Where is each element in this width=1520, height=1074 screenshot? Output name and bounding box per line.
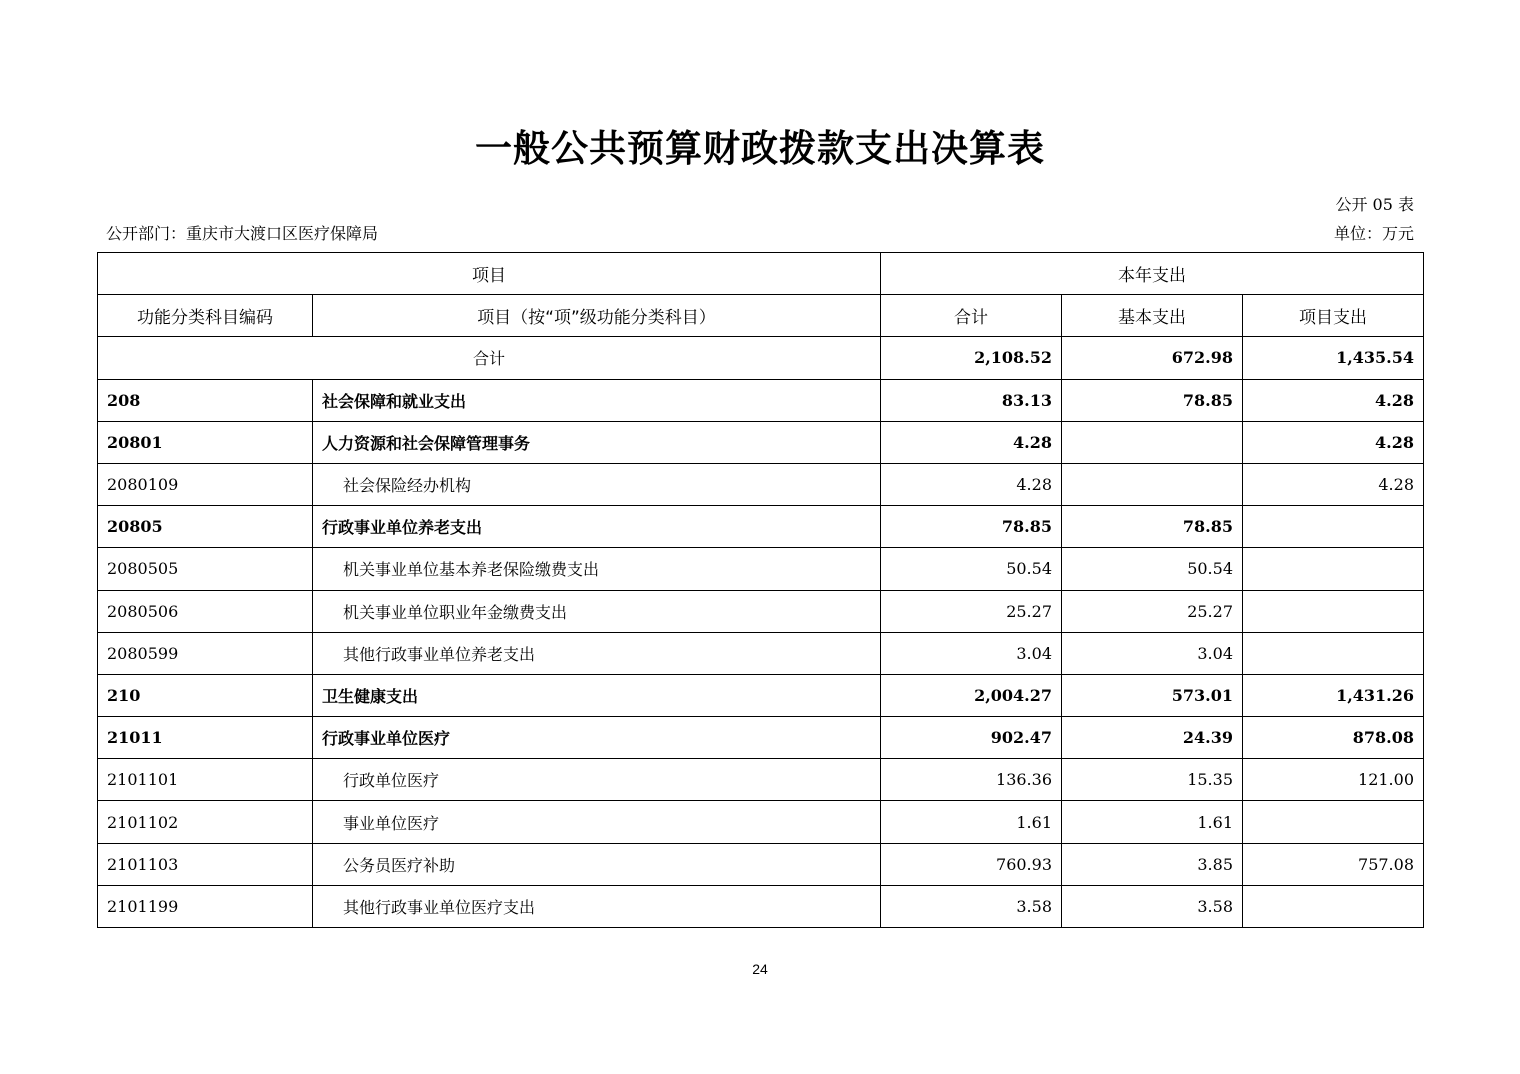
- row-code: 2080506: [98, 590, 313, 632]
- row-project: [1243, 590, 1424, 632]
- row-total: 760.93: [881, 843, 1062, 885]
- row-name: 社会保险经办机构: [313, 463, 881, 505]
- row-code: 2101102: [98, 801, 313, 843]
- row-total: 2,004.27: [881, 674, 1062, 716]
- row-code: 2080599: [98, 632, 313, 674]
- row-total: 902.47: [881, 717, 1062, 759]
- header-row-1: [98, 253, 1424, 295]
- row-project: [1243, 506, 1424, 548]
- header-basic: 基本支出: [1062, 295, 1243, 337]
- row-basic: 50.54: [1062, 548, 1243, 590]
- table-row: [98, 843, 1424, 885]
- row-total: 136.36: [881, 759, 1062, 801]
- header-total: 合计: [881, 295, 1062, 337]
- row-total: 4.28: [881, 463, 1062, 505]
- row-total: 83.13: [881, 379, 1062, 421]
- row-name: 其他行政事业单位医疗支出: [313, 885, 881, 927]
- row-basic: 3.04: [1062, 632, 1243, 674]
- row-basic: [1062, 421, 1243, 463]
- table-row: [98, 801, 1424, 843]
- row-project: [1243, 548, 1424, 590]
- row-total: 3.58: [881, 885, 1062, 927]
- total-label: 合计: [98, 337, 881, 379]
- total-total: 2,108.52: [881, 337, 1062, 379]
- row-code: 2101199: [98, 885, 313, 927]
- form-number: 公开 05 表: [1335, 195, 1414, 214]
- row-name: 机关事业单位基本养老保险缴费支出: [313, 548, 881, 590]
- row-name: 社会保障和就业支出: [313, 379, 881, 421]
- row-name: 行政事业单位医疗: [313, 717, 881, 759]
- row-project: [1243, 885, 1424, 927]
- row-project: 121.00: [1243, 759, 1424, 801]
- row-name: 其他行政事业单位养老支出: [313, 632, 881, 674]
- row-project: 4.28: [1243, 463, 1424, 505]
- row-code: 2101101: [98, 759, 313, 801]
- row-basic: 3.58: [1062, 885, 1243, 927]
- row-project: 757.08: [1243, 843, 1424, 885]
- table-row: [98, 463, 1424, 505]
- row-basic: 573.01: [1062, 674, 1243, 716]
- table-row: [98, 717, 1424, 759]
- header-project-expenditure: 项目支出: [1243, 295, 1424, 337]
- row-name: 公务员医疗补助: [313, 843, 881, 885]
- table-row: [98, 885, 1424, 927]
- row-name: 卫生健康支出: [313, 674, 881, 716]
- header-row-2: [98, 295, 1424, 337]
- table-row: [98, 632, 1424, 674]
- header-code: 功能分类科目编码: [98, 295, 313, 337]
- row-total: 3.04: [881, 632, 1062, 674]
- row-code: 208: [98, 379, 313, 421]
- row-code: 2080505: [98, 548, 313, 590]
- row-code: 210: [98, 674, 313, 716]
- row-code: 2101103: [98, 843, 313, 885]
- row-total: 25.27: [881, 590, 1062, 632]
- table-row: [98, 590, 1424, 632]
- total-basic: 672.98: [1062, 337, 1243, 379]
- row-project: [1243, 632, 1424, 674]
- expenditure-table: [97, 252, 1424, 928]
- header-name: 项目（按“项”级功能分类科目）: [313, 295, 881, 337]
- header-project: 项目: [98, 253, 881, 295]
- row-basic: 3.85: [1062, 843, 1243, 885]
- total-project: 1,435.54: [1243, 337, 1424, 379]
- header-current-year: 本年支出: [881, 253, 1424, 295]
- row-total: 4.28: [881, 421, 1062, 463]
- row-total: 50.54: [881, 548, 1062, 590]
- table-row: [98, 421, 1424, 463]
- row-name: 人力资源和社会保障管理事务: [313, 421, 881, 463]
- table-row: [98, 379, 1424, 421]
- row-project: 4.28: [1243, 421, 1424, 463]
- department-label: 公开部门：重庆市大渡口区医疗保障局: [106, 224, 379, 243]
- row-project: 4.28: [1243, 379, 1424, 421]
- row-project: 878.08: [1243, 717, 1424, 759]
- row-code: 20801: [98, 421, 313, 463]
- row-code: 20805: [98, 506, 313, 548]
- row-basic: 15.35: [1062, 759, 1243, 801]
- row-name: 机关事业单位职业年金缴费支出: [313, 590, 881, 632]
- row-basic: 78.85: [1062, 506, 1243, 548]
- row-name: 行政事业单位养老支出: [313, 506, 881, 548]
- row-basic: 24.39: [1062, 717, 1243, 759]
- table-row: [98, 548, 1424, 590]
- page-number: 24: [752, 961, 768, 977]
- row-code: 2080109: [98, 463, 313, 505]
- unit-label: 单位：万元: [1333, 224, 1414, 243]
- row-basic: 25.27: [1062, 590, 1243, 632]
- page-title: 一般公共预算财政拨款支出决算表: [475, 127, 1045, 170]
- table-row: [98, 506, 1424, 548]
- table-row: [98, 759, 1424, 801]
- row-name: 事业单位医疗: [313, 801, 881, 843]
- row-basic: [1062, 463, 1243, 505]
- row-basic: 1.61: [1062, 801, 1243, 843]
- row-project: 1,431.26: [1243, 674, 1424, 716]
- total-row: [98, 337, 1424, 379]
- row-total: 1.61: [881, 801, 1062, 843]
- row-total: 78.85: [881, 506, 1062, 548]
- row-project: [1243, 801, 1424, 843]
- table-row: [98, 674, 1424, 716]
- row-code: 21011: [98, 717, 313, 759]
- row-name: 行政单位医疗: [313, 759, 881, 801]
- row-basic: 78.85: [1062, 379, 1243, 421]
